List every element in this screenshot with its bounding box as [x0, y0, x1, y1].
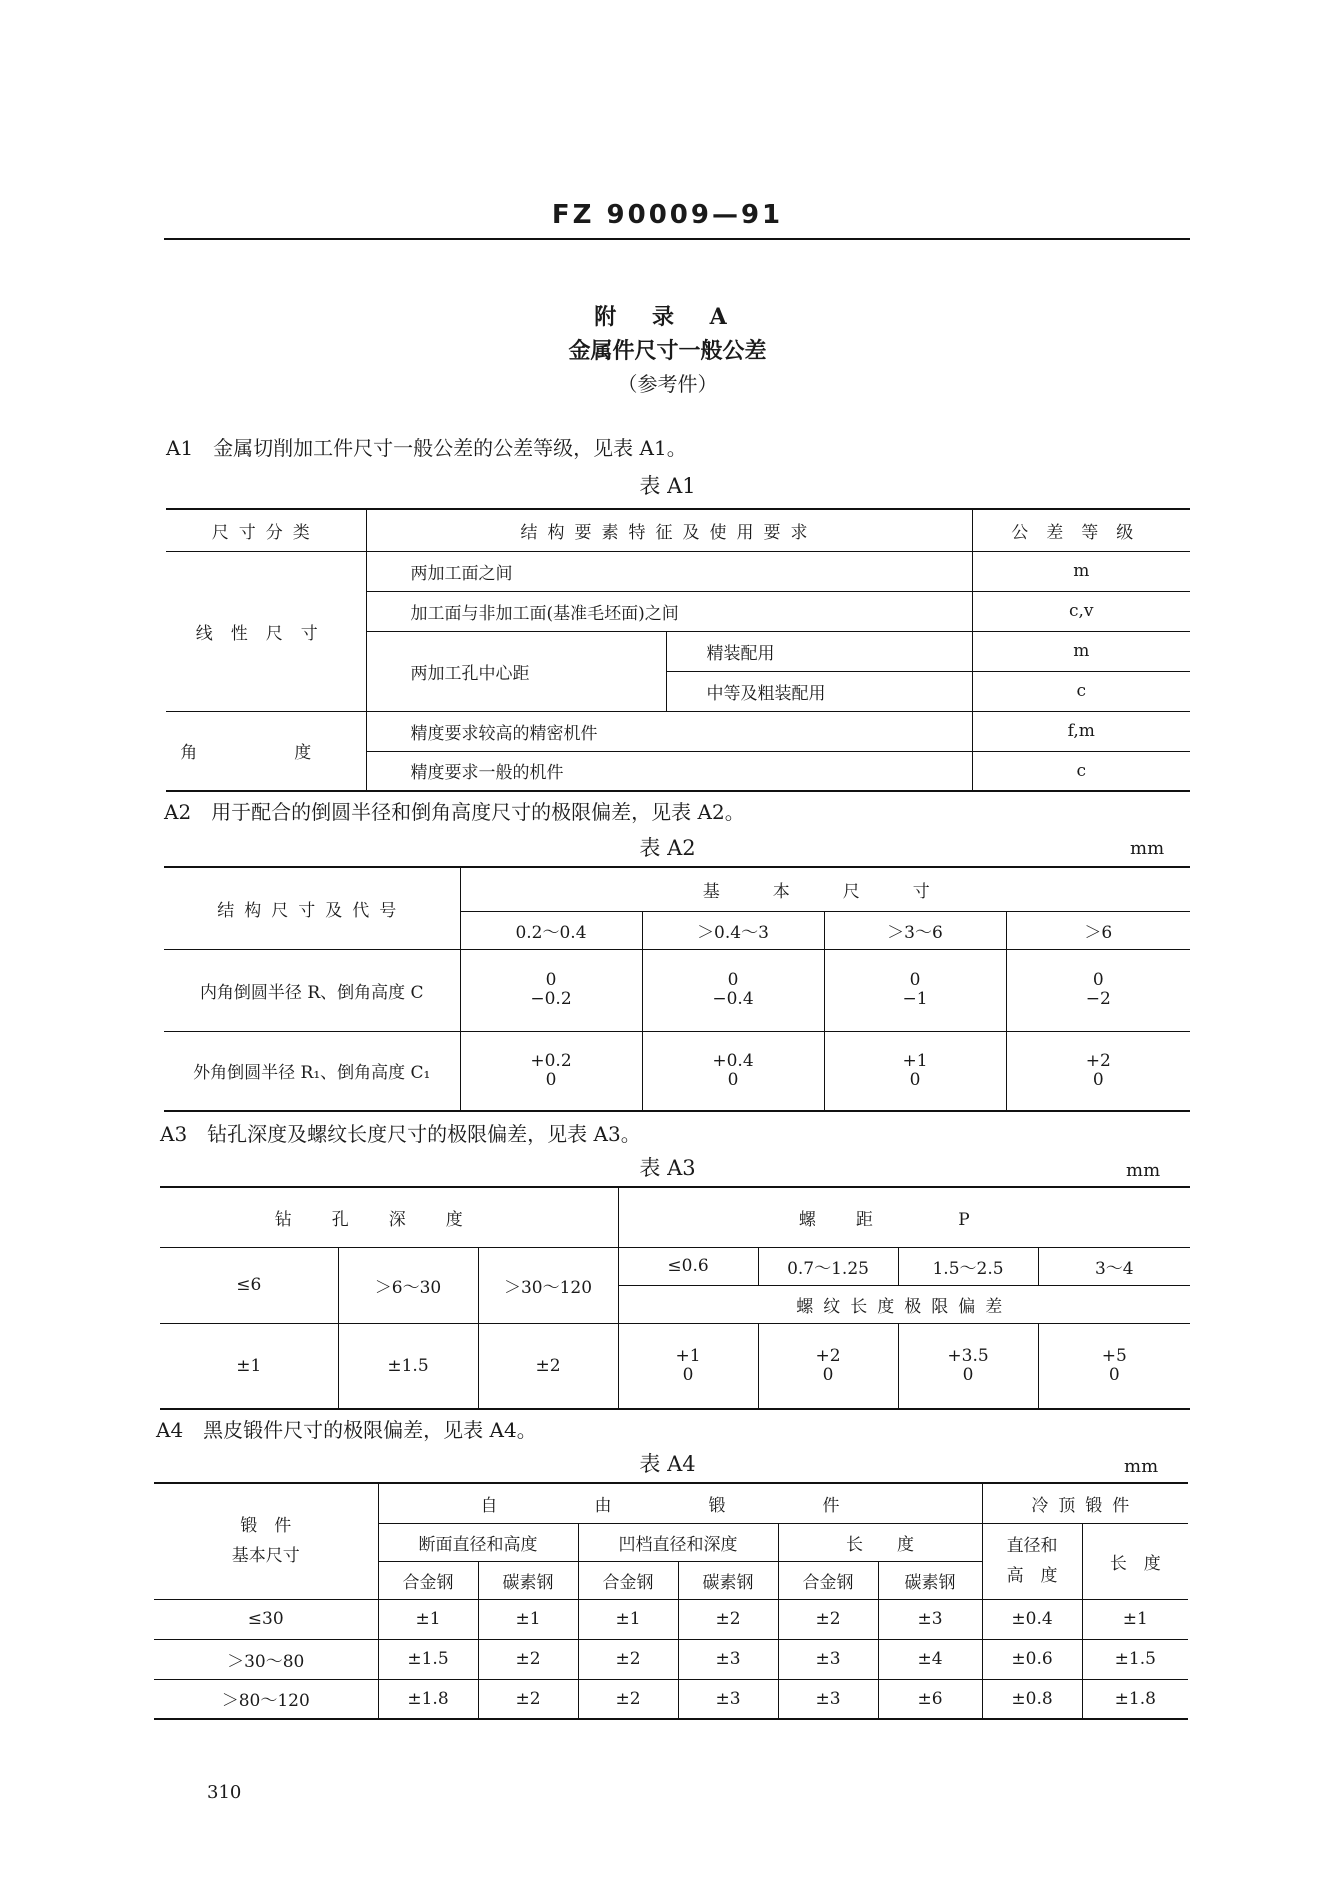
table-a1-caption: 表 A1 — [639, 474, 696, 498]
a4-cell: ±3 — [678, 1679, 778, 1719]
a4-cell: ±6 — [878, 1679, 982, 1719]
a2-row1-cell1: +0.4 0 — [642, 1031, 824, 1111]
a4-cell: ±2 — [778, 1599, 878, 1639]
a4-cell: ±1.5 — [378, 1639, 478, 1679]
a3-drill-header: 钻孔深度 — [160, 1187, 618, 1247]
a4-cell: ±1.8 — [1082, 1679, 1188, 1719]
a3-drill-range-2: ＞30～120 — [478, 1247, 618, 1323]
table-a2-caption: 表 A2 — [639, 836, 696, 860]
a3-drill-val-0: ±1 — [160, 1323, 338, 1409]
a4-cell: ±1 — [578, 1599, 678, 1639]
a1-linear-row3-grade1: m — [972, 631, 1190, 671]
a4-carbon-0: 碳素钢 — [478, 1561, 578, 1599]
table-a2-unit: mm — [1130, 838, 1165, 859]
a1-linear-row3-sub1: 精装配用 — [666, 631, 972, 671]
a3-pitch-range-3: 3～4 — [1038, 1247, 1190, 1285]
a2-row0-cell1: 0 −0.4 — [642, 949, 824, 1031]
a1-linear-row2-grade: c,v — [972, 591, 1190, 631]
a3-pitch-range-0: ≤0.6 — [618, 1247, 758, 1285]
a2-row0-cell2: 0 −1 — [824, 949, 1006, 1031]
table-a4-caption: 表 A4 — [639, 1452, 696, 1476]
a1-header-grade: 公差等级 — [972, 509, 1190, 551]
a2-row0-cell0: 0 −0.2 — [460, 949, 642, 1031]
a4-cell: ±2 — [578, 1639, 678, 1679]
a4-cell: ±0.6 — [982, 1639, 1082, 1679]
section-a4: A4 黑皮锻件尺寸的极限偏差，见表 A4。 — [156, 1418, 537, 1442]
a2-row0-label: 内角倒圆半径 R、倒角高度 C — [164, 949, 460, 1031]
a2-range-0: 0.2～0.4 — [460, 911, 642, 949]
table-row — [154, 1639, 1188, 1679]
section-a1: A1 金属切削加工件尺寸一般公差的公差等级，见表 A1。 — [166, 436, 687, 460]
a3-thread-val-1: +2 0 — [758, 1323, 898, 1409]
a4-cell: ±3 — [778, 1679, 878, 1719]
section-a2: A2 用于配合的倒圆半径和倒角高度尺寸的极限偏差，见表 A2。 — [164, 800, 745, 824]
table-row — [154, 1599, 1188, 1639]
a4-carbon-2: 碳素钢 — [878, 1561, 982, 1599]
a3-thread-header: 螺纹长度极限偏差 — [618, 1285, 1190, 1323]
a1-linear-row3-grade2: c — [972, 671, 1190, 711]
a3-thread-val-0: +1 0 — [618, 1323, 758, 1409]
section-a3: A3 钻孔深度及螺纹长度尺寸的极限偏差，见表 A3。 — [160, 1122, 641, 1146]
table-a1 — [166, 508, 1190, 792]
a4-cell: ±3 — [878, 1599, 982, 1639]
a4-cell: ±0.8 — [982, 1679, 1082, 1719]
a2-row1-label: 外角倒圆半径 R₁、倒角高度 C₁ — [164, 1031, 460, 1111]
a4-alloy-2: 合金钢 — [778, 1561, 878, 1599]
a4-free-header: 自 由 锻 件 — [378, 1483, 982, 1523]
appendix-note: （参考件） — [617, 372, 718, 396]
a1-linear-row1-feature: 两加工面之间 — [366, 551, 972, 591]
a3-drill-range-0: ≤6 — [160, 1247, 338, 1323]
doc-number: FZ 90009—91 — [551, 200, 784, 230]
a1-angle-row2-grade: c — [972, 751, 1190, 791]
a2-header-group: 基 本 尺 寸 — [460, 867, 1190, 911]
table-a2 — [164, 866, 1190, 1112]
a2-row0-cell3: 0 −2 — [1006, 949, 1190, 1031]
a1-header-feature: 结构要素特征及使用要求 — [366, 509, 972, 551]
a4-cell: ±1 — [478, 1599, 578, 1639]
table-a4-unit: mm — [1124, 1456, 1159, 1477]
a2-header-label: 结构尺寸及代号 — [164, 867, 460, 949]
a4-alloy-1: 合金钢 — [578, 1561, 678, 1599]
a1-linear-row1-grade: m — [972, 551, 1190, 591]
a1-angle-label: 角 度 — [166, 711, 366, 791]
a1-angle-row1-feature: 精度要求较高的精密机件 — [366, 711, 972, 751]
table-a3-caption: 表 A3 — [639, 1156, 696, 1180]
a4-cell: ±2 — [578, 1679, 678, 1719]
a2-row1-cell0: +0.2 0 — [460, 1031, 642, 1111]
a4-row0-size: ≤30 — [154, 1599, 378, 1639]
a3-pitch-range-2: 1.5～2.5 — [898, 1247, 1038, 1285]
a4-cell: ±2 — [478, 1679, 578, 1719]
a4-cell: ±2 — [678, 1599, 778, 1639]
a3-drill-val-2: ±2 — [478, 1323, 618, 1409]
a3-drill-val-1: ±1.5 — [338, 1323, 478, 1409]
a4-row1-size: ＞30～80 — [154, 1639, 378, 1679]
a1-linear-label: 线性尺寸 — [166, 551, 366, 711]
a4-cell: ±4 — [878, 1639, 982, 1679]
a3-thread-val-2: +3.5 0 — [898, 1323, 1038, 1409]
a4-sub-1: 凹档直径和深度 — [578, 1523, 778, 1561]
a3-pitch-range-1: 0.7～1.25 — [758, 1247, 898, 1285]
a4-cell: ±3 — [678, 1639, 778, 1679]
a2-row1-cell2: +1 0 — [824, 1031, 1006, 1111]
a4-cell: ±1 — [1082, 1599, 1188, 1639]
a4-alloy-0: 合金钢 — [378, 1561, 478, 1599]
appendix-label: 附 录 A — [594, 304, 741, 330]
a4-cell: ±1.5 — [1082, 1639, 1188, 1679]
a4-cell: ±1.8 — [378, 1679, 478, 1719]
a2-range-2: ＞3～6 — [824, 911, 1006, 949]
a4-cold-dia: 直径和 高 度 — [982, 1523, 1082, 1599]
table-a4 — [154, 1482, 1188, 1720]
a4-cell: ±2 — [478, 1639, 578, 1679]
table-a3 — [160, 1186, 1190, 1410]
a2-row1-cell3: +2 0 — [1006, 1031, 1190, 1111]
header-rule — [164, 238, 1190, 240]
a4-cell: ±0.4 — [982, 1599, 1082, 1639]
table-row — [154, 1679, 1188, 1719]
a4-sub-2: 长 度 — [778, 1523, 982, 1561]
a3-drill-range-1: ＞6～30 — [338, 1247, 478, 1323]
page-number: 310 — [207, 1782, 242, 1803]
a3-pitch-header: 螺距 P — [618, 1187, 1190, 1247]
a2-range-1: ＞0.4～3 — [642, 911, 824, 949]
a1-header-category: 尺寸分类 — [166, 509, 366, 551]
a4-row2-size: ＞80～120 — [154, 1679, 378, 1719]
a2-range-3: ＞6 — [1006, 911, 1190, 949]
a4-cold-len: 长 度 — [1082, 1523, 1188, 1599]
a3-thread-val-3: +5 0 — [1038, 1323, 1190, 1409]
a4-cold-header: 冷顶锻件 — [982, 1483, 1188, 1523]
a4-sub-0: 断面直径和高度 — [378, 1523, 578, 1561]
a4-forging-header: 锻 件 基本尺寸 — [154, 1483, 378, 1599]
appendix-title: 金属件尺寸一般公差 — [568, 338, 767, 364]
table-a3-unit: mm — [1126, 1160, 1161, 1181]
a4-carbon-1: 碳素钢 — [678, 1561, 778, 1599]
a1-linear-row2-feature: 加工面与非加工面(基准毛坯面)之间 — [366, 591, 972, 631]
a1-linear-row3-feature: 两加工孔中心距 — [366, 631, 666, 711]
a1-linear-row3-sub2: 中等及粗装配用 — [666, 671, 972, 711]
a4-cell: ±3 — [778, 1639, 878, 1679]
a1-angle-row2-feature: 精度要求一般的机件 — [366, 751, 972, 791]
a1-angle-row1-grade: f,m — [972, 711, 1190, 751]
a4-cell: ±1 — [378, 1599, 478, 1639]
